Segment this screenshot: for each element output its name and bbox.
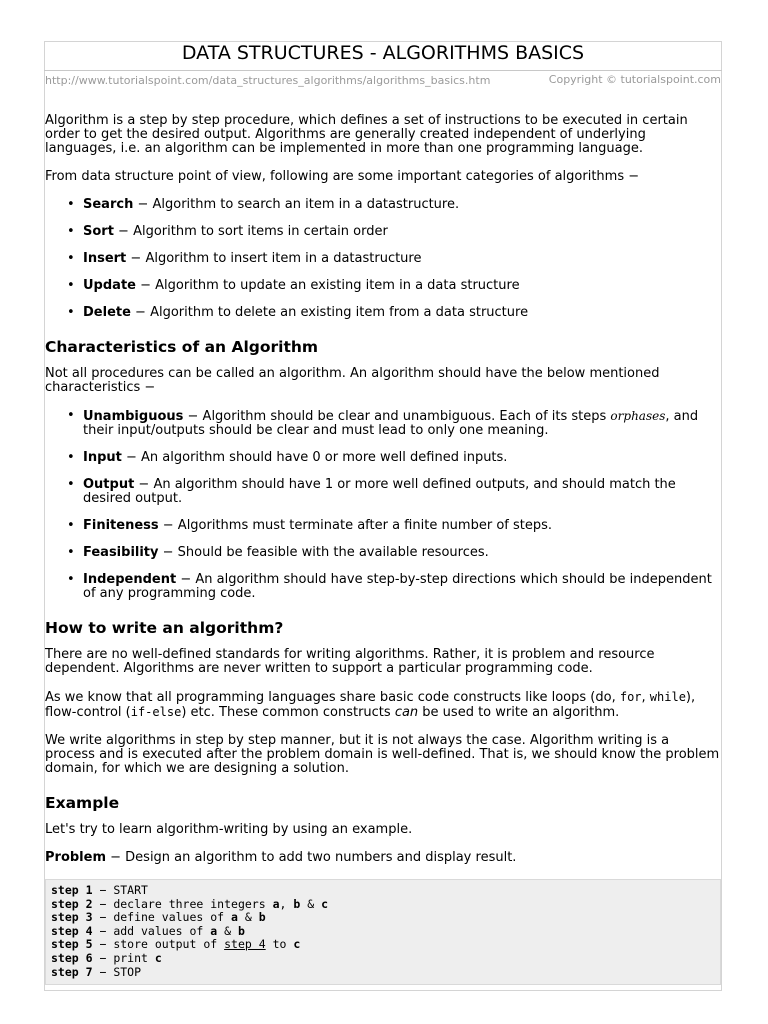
- bullet-icon: •: [67, 572, 75, 587]
- list-item: • Search − Algorithm to search an item in a datastructure.: [67, 197, 460, 212]
- bullet-icon: •: [67, 518, 75, 533]
- list-item: • Input − An algorithm should have 0 or more well defined inputs.: [67, 450, 508, 465]
- list-item: • Feasibility − Should be feasible with the available resources.: [67, 545, 489, 560]
- list-item: • Sort − Algorithm to sort items in certain order: [67, 224, 388, 239]
- code-line: step 1 − START: [51, 883, 148, 897]
- bullet-icon: •: [67, 224, 75, 239]
- example-heading: Example: [45, 794, 120, 812]
- code-line: step 4 − add values of a & b: [51, 923, 245, 938]
- characteristics-heading: Characteristics of an Algorithm: [45, 338, 319, 356]
- problem-statement: Problem − Design an algorithm to add two numbers and display result.: [45, 850, 517, 865]
- code-line: step 7 − STOP: [51, 964, 142, 979]
- list-item: • Update − Algorithm to update an existing item in a data structure: [67, 278, 520, 293]
- code-line: step 5 − store output of step 4 to c: [51, 937, 301, 952]
- bullet-icon: •: [67, 477, 75, 492]
- code-block: [45, 879, 721, 985]
- list-item: • Independent − An algorithm should have step-by-step directions which should be independent of any programming code.: [67, 572, 712, 601]
- bullet-icon: •: [67, 251, 75, 266]
- code-line: step 3 − define values of a & b: [51, 910, 266, 925]
- characteristics-list: [45, 409, 721, 601]
- list-item: • Delete − Algorithm to delete an existing item from a data structure: [67, 305, 529, 320]
- list-item: • Output − An algorithm should have 1 or more well defined outputs, and should match the desired output.: [67, 477, 676, 506]
- howto-paragraph-3: We write algorithms in step by step manner, but it is not always the case. Algorithm writing is a process and is executed after the problem domain is well-defined. That is, we should know the problem domain, for which we are designing a solution.: [45, 733, 720, 776]
- code-line: step 2 − declare three integers a, b & c: [51, 896, 329, 911]
- howto-paragraph-2: As we know that all programming languages share basic code constructs like loops (do, for, while), flow-control (if-else) etc. These common constructs can be used to write an algorithm.: [45, 690, 696, 720]
- article-body: [45, 114, 721, 985]
- characteristics-intro: Not all procedures can be called an algorithm. An algorithm should have the below mentioned characteristics −: [45, 366, 660, 395]
- copyright-notice: Copyright © tutorialspoint.com: [548, 73, 721, 86]
- categories-intro: From data structure point of view, following are some important categories of algorithms −: [45, 169, 640, 184]
- list-item: • Unambiguous − Algorithm should be clear and unambiguous. Each of its steps orphases, and their input/outputs should be clear and must lead to only one meaning.: [67, 408, 699, 438]
- categories-list: [45, 198, 721, 320]
- page-title: DATA STRUCTURES - ALGORITHMS BASICS: [181, 42, 585, 64]
- source-url: http://www.tutorialspoint.com/data_structures_algorithms/algorithms_basics.htm: [45, 74, 491, 87]
- bullet-icon: •: [67, 408, 75, 423]
- bullet-icon: •: [67, 305, 75, 320]
- intro-paragraph: Algorithm is a step by step procedure, which defines a set of instructions to be executed in certain order to get the desired output. Algorithms are generally created independent of underlying languages, i.e. an algorithm can be implemented in more than one programming language.: [45, 113, 688, 156]
- bullet-icon: •: [67, 197, 75, 212]
- example-paragraph: Let's try to learn algorithm-writing by using an example.: [45, 822, 413, 837]
- list-item: • Finiteness − Algorithms must terminate after a finite number of steps.: [67, 518, 553, 533]
- bullet-icon: •: [67, 278, 75, 293]
- title-divider: [44, 70, 722, 71]
- bullet-icon: •: [67, 450, 75, 465]
- howto-paragraph-1: There are no well-defined standards for writing algorithms. Rather, it is problem and resource dependent. Algorithms are never written to support a particular programming code.: [45, 647, 655, 676]
- bullet-icon: •: [67, 545, 75, 560]
- code-line: step 6 − print c: [51, 950, 162, 965]
- howto-heading: How to write an algorithm?: [45, 619, 284, 637]
- list-item: • Insert − Algorithm to insert item in a datastructure: [67, 251, 422, 266]
